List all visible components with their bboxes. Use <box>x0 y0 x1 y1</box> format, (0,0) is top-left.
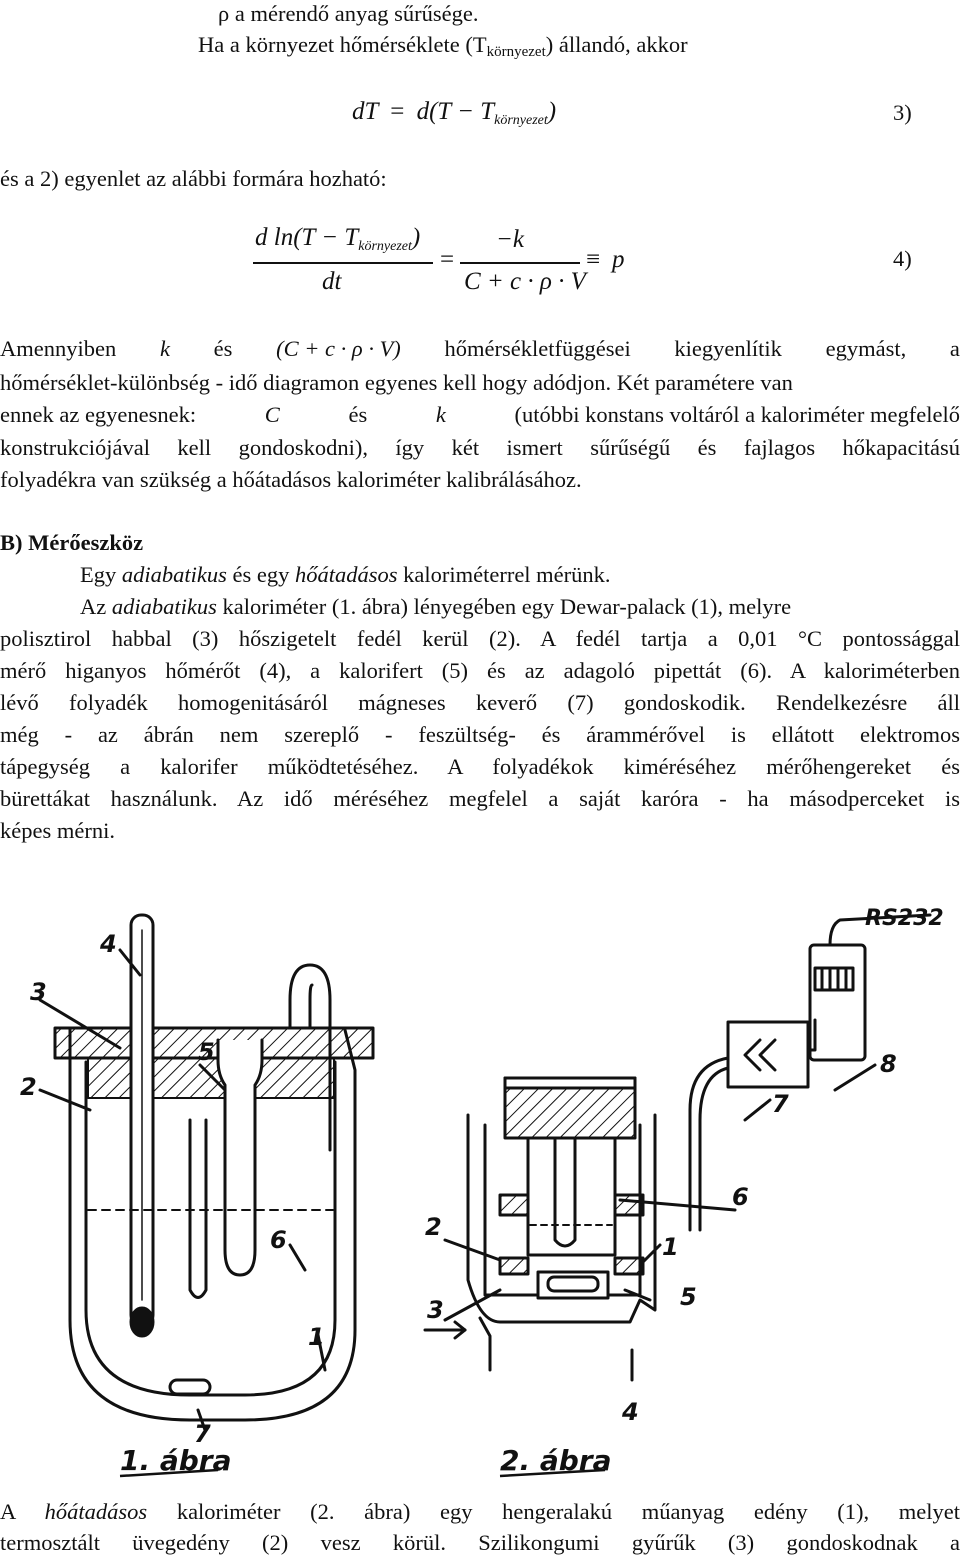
text-segment: kaloriméter (1. ábra) lényegében egy Dewar-palack (1), melyre <box>216 594 792 619</box>
symbol-C: C <box>264 402 280 427</box>
fig2-label: 7 <box>772 1090 789 1118</box>
eq4-p: p <box>612 246 625 273</box>
eq3-rhs-close: ) <box>547 98 557 125</box>
symbol-k: k <box>435 402 446 427</box>
para1-line3 <box>0 400 960 430</box>
sectionb-line2 <box>80 592 960 622</box>
expression-heat-capacity: (C + c · ρ · V) <box>276 336 401 361</box>
env-text-post: ) állandó, akkor <box>545 32 688 57</box>
word: és <box>348 402 368 427</box>
para1-line2: hőmérséklet-különbség - idő diagramon egyenes kell hogy adódjon. Két paramétere van <box>0 370 793 395</box>
fig2-label: 1 <box>662 1233 679 1261</box>
rho-line <box>218 0 479 28</box>
eq4-denominator-left: dt <box>322 268 342 295</box>
fig1-caption: 1. ábra <box>120 1444 232 1477</box>
bottom-line2: termosztált üvegedény (2) vesz körül. Szilikongumi gyűrűk (3) gondoskodnak a <box>0 1530 960 1555</box>
section-heading: B) Mérőeszköz <box>0 530 144 555</box>
environment-line <box>198 30 688 63</box>
eq3-number: 3) <box>893 100 912 125</box>
fig1-label: 1 <box>308 1323 325 1351</box>
sectionb-line7: tápegység a kalorifer működtetéséhez. A folyadékok kiméréséhez mérőhengereket és <box>0 754 960 779</box>
word: kiegyenlítik <box>674 336 782 361</box>
sectionb-line9: képes mérni. <box>0 818 115 843</box>
eq4-num1-close: ) <box>411 224 421 251</box>
word: egymást, <box>825 336 907 361</box>
word: a <box>949 336 960 361</box>
text-segment: és egy <box>226 562 295 587</box>
calorimeter-figure <box>0 870 960 1490</box>
fig1-label: 3 <box>30 978 47 1006</box>
u-tube <box>190 1120 206 1298</box>
fig1-label: 4 <box>100 930 117 958</box>
text-segment: ennek az egyenesnek: <box>0 402 197 427</box>
italic-term: adiabatikus <box>121 562 227 587</box>
text-segment: A <box>0 1499 45 1524</box>
eq4-number: 4) <box>893 246 912 271</box>
italic-term: adiabatikus <box>111 594 217 619</box>
rho-text: ρ a mérendő anyag sűrűsége. <box>218 1 479 26</box>
fig2-label: 2 <box>425 1213 442 1241</box>
env-subscript: környezet <box>486 44 546 60</box>
fig1-label: 7 <box>194 1420 211 1448</box>
eq3-equals: = <box>390 98 405 125</box>
word: és <box>213 336 233 361</box>
eq4-numerator-right: −k <box>496 226 524 253</box>
text-segment: (utóbbi konstans voltáról a kaloriméter megfelelő <box>514 402 960 427</box>
probe <box>555 1140 575 1246</box>
fig2-caption: 2. ábra <box>500 1444 612 1477</box>
word: Amennyiben <box>0 336 117 361</box>
eq4-fraction-bar-left <box>253 262 433 264</box>
rs232-label: RS232 <box>865 906 944 931</box>
dewar-inner <box>86 1062 335 1395</box>
amplifier-box <box>728 1022 808 1087</box>
sectionb-line6: még - az ábrán nem szereplő - feszültség- és árammérővel is ellátott elektromos <box>0 722 960 747</box>
bottom-line1 <box>0 1497 960 1527</box>
sectionb-line4: mérő higanyos hőmérőt (4), a kalorifert (5) és az adagoló pipettát (6). A kaloriméterben <box>0 658 960 683</box>
fig2-label: 4 <box>622 1398 639 1426</box>
text-segment: Egy <box>80 562 122 587</box>
word: hőmérsékletfüggései <box>444 336 631 361</box>
env-text-pre: Ha a környezet hőmérséklete (T <box>198 32 487 57</box>
stir-bar <box>170 1380 210 1394</box>
text-segment: kaloriméter (2. ábra) egy hengeralakú műanyag edény (1), melyet <box>147 1499 960 1524</box>
eq3-subscript: környezet <box>494 113 548 128</box>
eq4-num1-subscript: környezet <box>358 239 412 254</box>
para1-line1 <box>0 334 960 364</box>
fig2-label: 8 <box>880 1050 897 1078</box>
para1-line5: folyadékra van szükség a hőátadásos kaloriméter kalibrálásához. <box>0 467 582 492</box>
eq3-rhs: d(T − T <box>416 98 495 125</box>
equation-3 <box>352 98 556 126</box>
symbol-k: k <box>159 336 170 361</box>
sectionb-line1 <box>80 560 960 590</box>
sectionb-line3: polisztirol habbal (3) hőszigetelt fedél kerül (2). A fedél tartja a 0,01 °C pontossággal <box>0 626 960 651</box>
text-segment: kaloriméterrel mérünk. <box>397 562 611 587</box>
eq4-fraction-bar-right <box>460 262 580 264</box>
sectionb-line8: bürettákat használunk. Az idő méréséhez megfelel a saját karóra - ha másodperceket is <box>0 786 960 811</box>
eq4-equals: = <box>440 246 455 273</box>
italic-term: hőátadásos <box>294 562 398 587</box>
text-segment: Az <box>80 594 112 619</box>
fig1-label: 2 <box>20 1073 37 1101</box>
fig2-label: 5 <box>680 1283 697 1311</box>
fig2-label: 6 <box>732 1183 749 1211</box>
eq3-lhs: dT <box>352 98 378 125</box>
fig1-label: 5 <box>198 1038 215 1066</box>
sectionb-line5: lévő folyadék homogenitásáról mágneses keverő (7) gondoskodik. Rendelkezésre áll <box>0 690 960 715</box>
transition-line: és a 2) egyenlet az alábbi formára hozható: <box>0 166 387 191</box>
eq4-numerator-left <box>255 224 420 252</box>
fig1-label: 6 <box>270 1226 287 1254</box>
eq4-num1-text: d ln(T − T <box>255 224 359 251</box>
inner-vessel <box>528 1140 615 1255</box>
eq4-denominator-right: C + c · ρ · V <box>464 268 586 295</box>
instrument-box <box>810 945 865 1060</box>
heater <box>218 1040 262 1275</box>
eq4-equivalence: ≡ <box>586 246 601 273</box>
italic-term: hőátadásos <box>44 1499 148 1524</box>
fig2-label: 3 <box>427 1296 444 1324</box>
para1-line4: konstrukciójával kell gondoskodni), így két ismert sűrűségű és fajlagos hőkapacitású <box>0 435 960 460</box>
